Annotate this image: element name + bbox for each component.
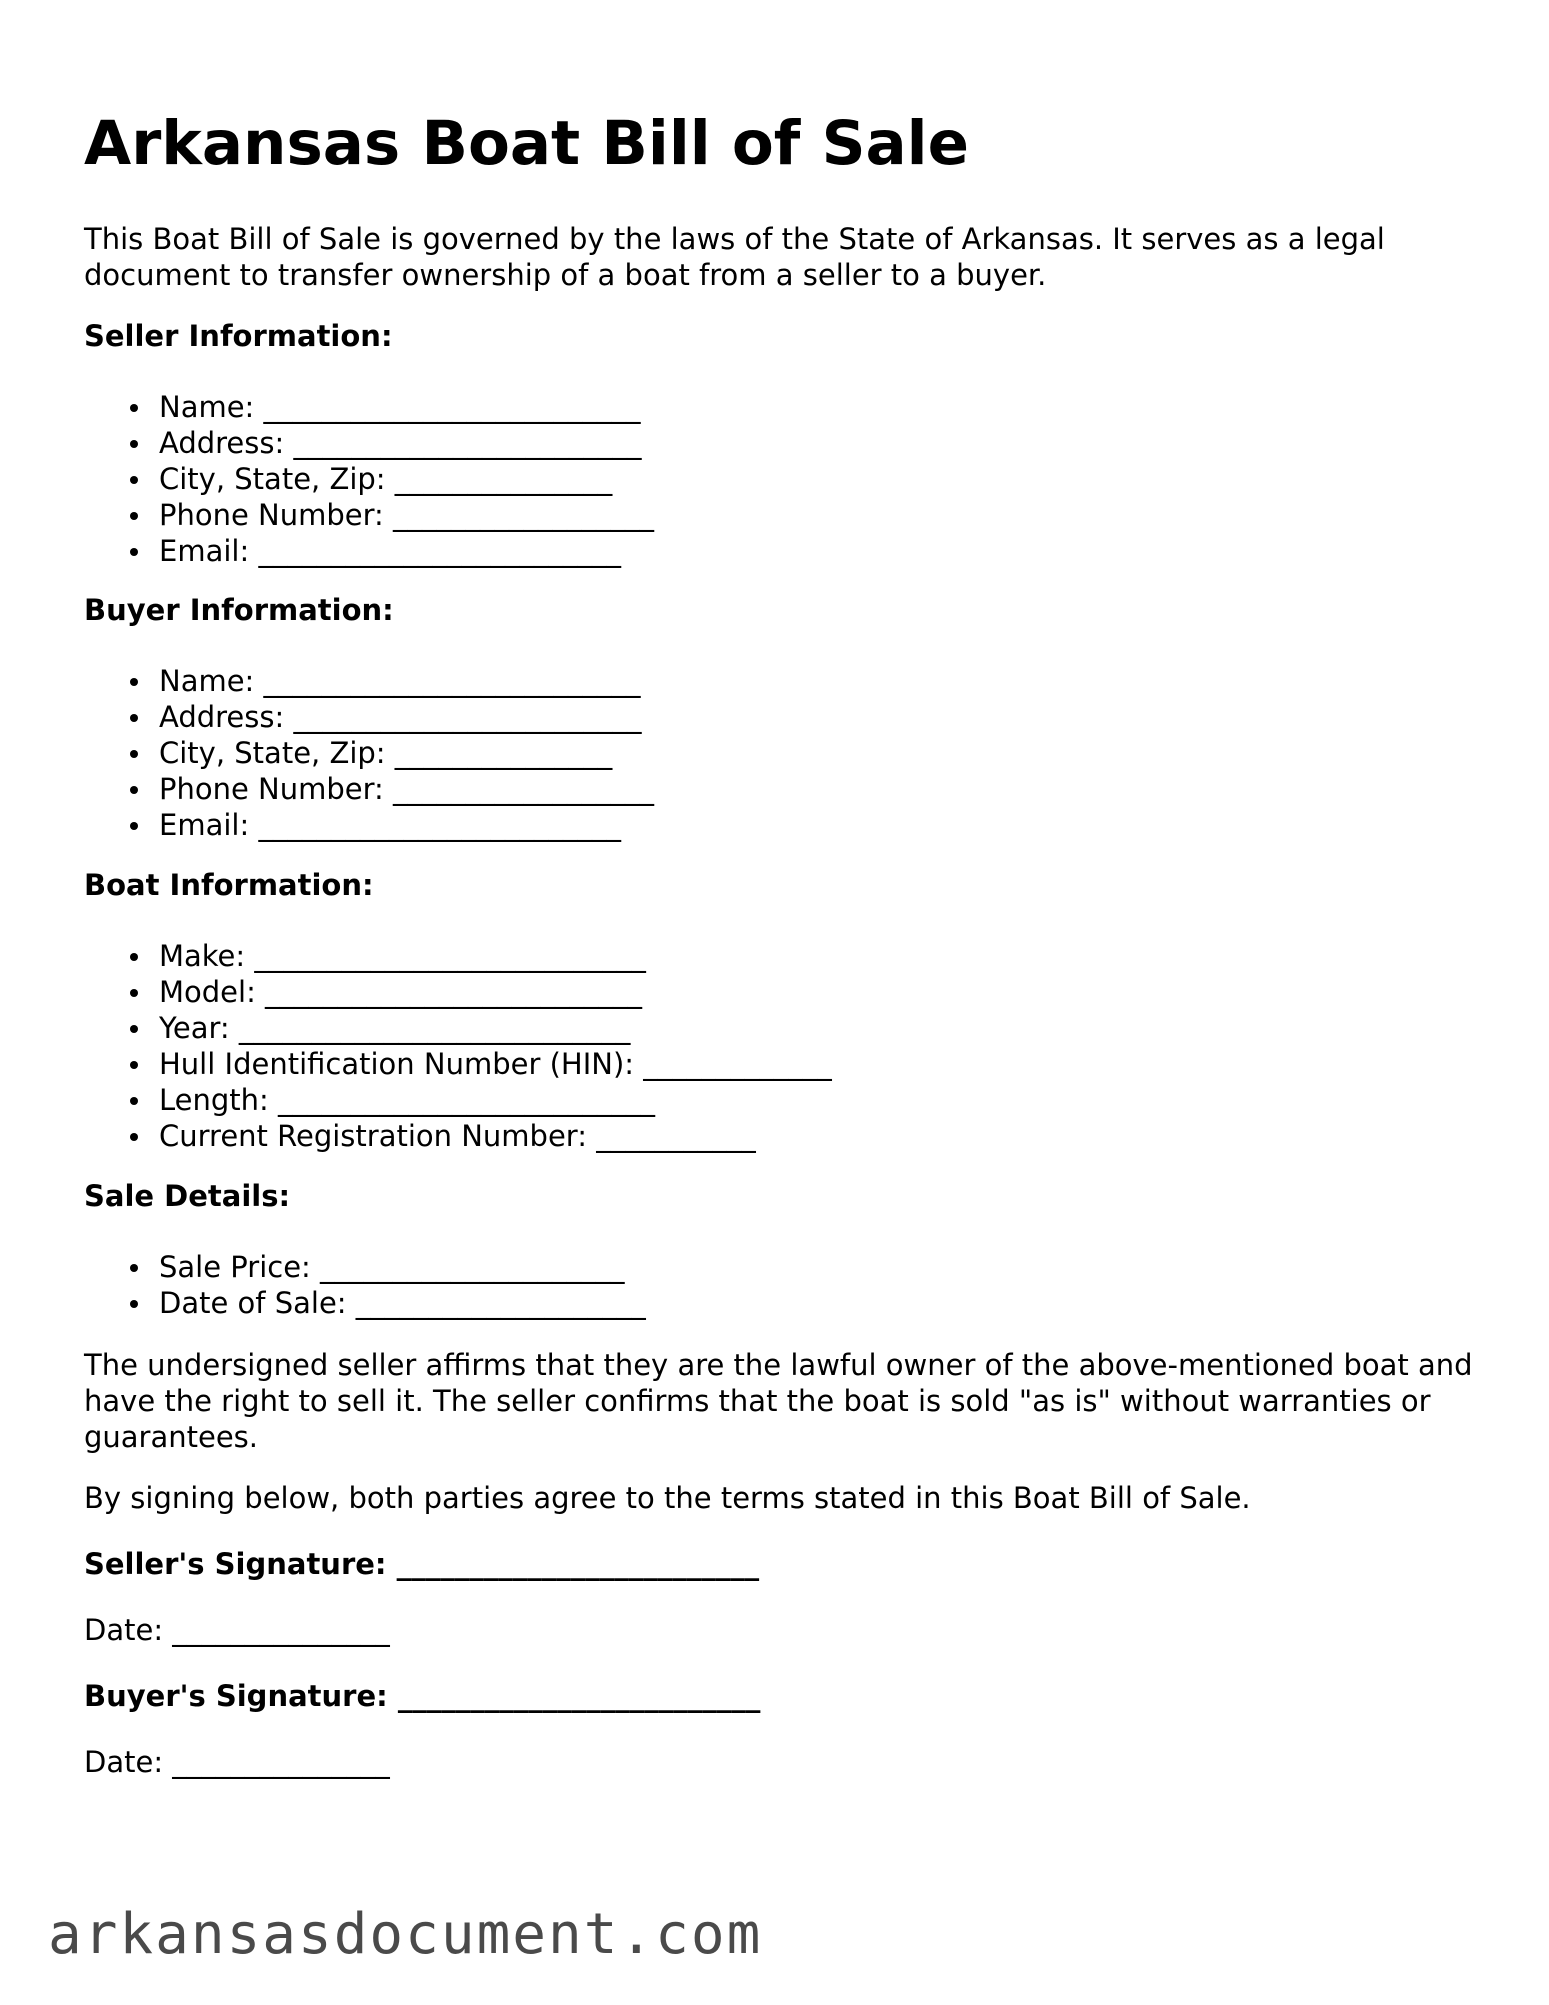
seller-city-state-zip-field: City, State, Zip: _______________ [159,461,654,497]
site-watermark: arkansasdocument.com [48,1902,763,1967]
boat-length-field: Length: __________________________ [159,1082,832,1118]
seller-fields-list [84,389,654,569]
buyer-signature-line: Buyer's Signature: _________________________ [84,1679,761,1713]
agreement-paragraph: By signing below, both parties agree to the terms stated in this Boat Bill of Sale. [84,1481,1251,1515]
boat-make-field: Make: ___________________________ [159,938,832,974]
buyer-name-field: Name: __________________________ [159,663,654,699]
affirmation-paragraph: The undersigned seller affirms that they are the lawful owner of the above-mentioned boat and have the right to sell it. The seller confirms that the boat is sold "as is" without warranties or guarantees. [84,1348,1473,1454]
buyer-fields-list [84,663,654,843]
boat-heading: Boat Information: [84,868,374,902]
boat-model-field: Model: __________________________ [159,974,832,1010]
buyer-phone-field: Phone Number: __________________ [159,772,655,806]
sale-heading: Sale Details: [84,1179,291,1213]
seller-signature-line: Seller's Signature: _________________________ [84,1547,760,1581]
document-title: Arkansas Boat Bill of Sale [84,108,969,179]
boat-year-field: Year: ___________________________ [159,1010,832,1046]
intro-paragraph: This Boat Bill of Sale is governed by the laws of the State of Arkansas. It serves as a legal document to transfer ownership of a boat from a seller to a buyer. [84,222,1385,292]
buyer-address-field: Address: ________________________ [159,699,654,735]
seller-phone-field: Phone Number: __________________ [159,498,655,532]
seller-date-line: Date: _______________ [84,1613,390,1647]
sale-date-field: Date of Sale: ____________________ [159,1286,646,1320]
buyer-email-field: Email: _________________________ [159,807,654,843]
boat-registration-field: Current Registration Number: ___________ [159,1118,832,1154]
seller-address-field: Address: ________________________ [159,425,654,461]
boat-fields-list [84,938,832,1154]
buyer-city-state-zip-field: City, State, Zip: _______________ [159,735,654,771]
sale-price-field: Sale Price: _____________________ [159,1249,646,1285]
seller-email-field: Email: _________________________ [159,533,654,569]
buyer-date-line: Date: _______________ [84,1745,390,1779]
buyer-heading: Buyer Information: [84,593,394,627]
sale-fields-list [84,1249,646,1321]
seller-name-field: Name: __________________________ [159,389,654,425]
seller-heading: Seller Information: [84,319,393,353]
boat-hin-field: Hull Identification Number (HIN): _____________ [159,1047,832,1081]
